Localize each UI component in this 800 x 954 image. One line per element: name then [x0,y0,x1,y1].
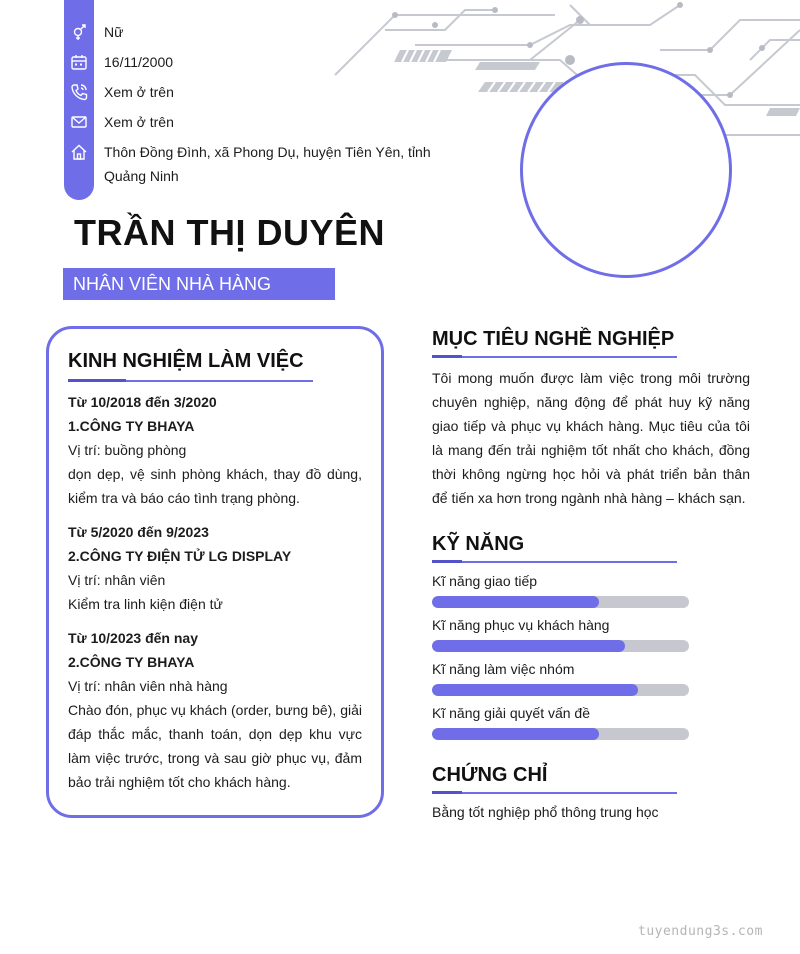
experience-description: Chào đón, phục vụ khách (order, bưng bê), giải đáp thắc mắc, thanh toán, dọn dẹp khu vực làm việc trước, trong và sau giờ phục vụ, đảm bảo trải nghiệm tốt cho khách hàng. [68,702,362,790]
experience-description: dọn dẹp, vệ sinh phòng khách, thay đồ dùng, kiểm tra và báo cáo tình trạng phòng. [68,466,362,506]
experience-heading-underline [68,380,313,382]
contact-address: Thôn Đồng Đình, xã Phong Dụ, huyện Tiên Yên, tỉnh Quảng Ninh [104,144,431,184]
goal-heading-underline [432,356,677,358]
calendar-icon [70,53,88,71]
skill-bar-track [432,640,689,652]
experience-entry [68,626,362,794]
experience-company: 2.CÔNG TY ĐIỆN TỬ LG DISPLAY [68,548,292,564]
goal-text: Tôi mong muốn được làm việc trong môi trường chuyên nghiệp, năng động để phát huy kỹ năng giao tiếp và phục vụ khách hàng. Mục tiêu của tôi là mang đến trải nghiệm tốt nhất cho khách, đồng thời không ngừng học hỏi và phát triển bản thân để tiến xa hơn trong ngành nhà hàng – khách sạn. [432,370,750,506]
certificates-heading: CHỨNG CHỈ [432,764,548,786]
experience-position: Vị trí: nhân viên nhà hàng [68,678,228,694]
experience-entry [68,390,362,510]
experience-company: 2.CÔNG TY BHAYA [68,654,195,670]
experience-company: 1.CÔNG TY BHAYA [68,418,195,434]
experience-period: Từ 10/2023 đến nay [68,630,198,646]
certificates-heading-underline [432,792,677,794]
contact-birthdate: 16/11/2000 [104,54,174,70]
skill-item [432,572,690,616]
skills-heading-underline [432,561,677,563]
skill-bar-track [432,728,689,740]
skill-bar-fill [432,596,599,608]
watermark: tuyendung3s.com [638,924,763,939]
skill-bar-track [432,596,689,608]
skill-label: Kĩ năng giao tiếp [432,573,538,589]
contact-email: Xem ở trên [104,114,174,130]
experience-entry [68,520,362,616]
experience-description: Kiểm tra linh kiện điện tử [68,596,223,612]
skill-bar-fill [432,728,599,740]
goal-heading: MỤC TIÊU NGHỀ NGHIỆP [432,328,675,350]
job-title-banner: NHÂN VIÊN NHÀ HÀNG [63,268,335,300]
profile-photo-frame [520,62,732,278]
skill-item [432,704,690,748]
skill-label: Kĩ năng giải quyết vấn đề [432,705,591,721]
skill-bar-track [432,684,689,696]
skill-item [432,660,690,704]
contact-phone: Xem ở trên [104,84,174,100]
gender-icon [70,23,88,41]
phone-icon [70,83,88,101]
certificate-item: Bằng tốt nghiệp phổ thông trung học [432,804,659,820]
experience-period: Từ 10/2018 đến 3/2020 [68,394,217,410]
contact-gender: Nữ [104,24,124,40]
mail-icon [70,113,88,131]
home-icon [70,143,88,161]
skill-bar-fill [432,684,638,696]
skill-label: Kĩ năng làm việc nhóm [432,661,575,677]
skills-list [432,572,690,748]
experience-heading: KINH NGHIỆM LÀM VIỆC [68,350,304,372]
skill-item [432,616,690,660]
experience-position: Vị trí: nhân viên [68,572,166,588]
skills-heading: KỸ NĂNG [432,533,525,555]
skill-label: Kĩ năng phục vụ khách hàng [432,617,610,633]
experience-position: Vị trí: buồng phòng [68,442,187,458]
experience-list [68,390,362,804]
candidate-name: TRẦN THỊ DUYÊN [74,212,385,253]
experience-period: Từ 5/2020 đến 9/2023 [68,524,209,540]
skill-bar-fill [432,640,625,652]
